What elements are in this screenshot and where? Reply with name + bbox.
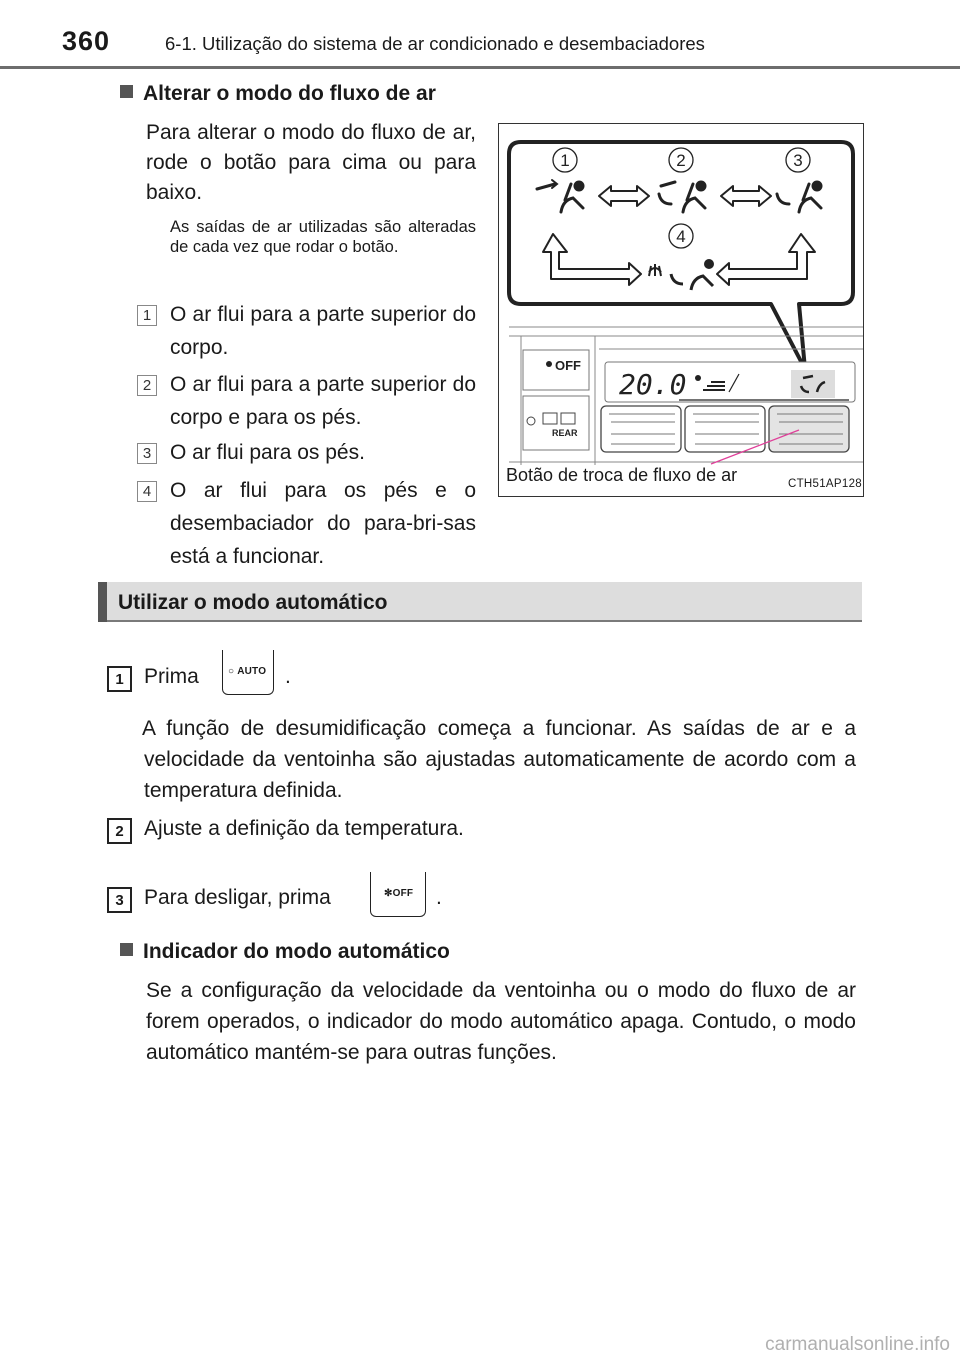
off-label: OFF (555, 358, 581, 373)
display-fan-icon (695, 375, 701, 381)
item-number-2: 2 (137, 375, 157, 396)
callout-number-2: 2 (676, 151, 686, 170)
watermark: carmanualsonline.info (765, 1334, 950, 1355)
control-dials (601, 406, 849, 452)
display-temperature: 20.0 (619, 368, 687, 401)
section-airflow-body: Para alterar o modo do fluxo de ar, rode o botão para cima ou para baixo. (146, 121, 476, 204)
fan-icon (546, 361, 552, 367)
item-number-1: 1 (137, 305, 157, 326)
diagram-ref-code: CTH51AP128 (788, 478, 862, 490)
rear-defrost-icon (561, 413, 575, 424)
item-number-3: 3 (137, 443, 157, 464)
step-number-3: 3 (107, 887, 132, 913)
callout-number-1: 1 (560, 151, 570, 170)
auto-button-text: AUTO (237, 666, 267, 677)
section-auto-title: Utilizar o modo automático (118, 591, 388, 614)
front-defrost-icon (543, 413, 557, 424)
section-auto-accent (98, 582, 107, 622)
climate-display (605, 362, 855, 402)
section-airflow-title (120, 82, 436, 106)
step-1-period: . (285, 665, 291, 688)
section-airflow-note: As saídas de ar utilizadas são alteradas de cada vez que rodar o botão. (170, 218, 476, 256)
off-button-label: ✻OFF (384, 888, 414, 899)
airflow-mode-dial (769, 406, 849, 452)
indicator-dot (527, 417, 535, 425)
step-1-text: Prima (144, 665, 199, 688)
diagram-caption: Botão de troca de fluxo de ar (506, 465, 740, 486)
left-control-panel (523, 350, 589, 450)
rear-label: REAR (552, 428, 578, 438)
item-text-4: O ar flui para os pés e o desembaciador do para-bri-sas está a funcionar. (170, 479, 476, 568)
callout-number-4: 4 (676, 227, 686, 246)
auto-indicator-body: Se a configuração da velocidade da ventoinha ou o modo do fluxo de ar forem operados, o indicador do modo automático apaga. Contudo, o modo automático mantém-se para outras funções. (146, 979, 856, 1064)
step-number-2: 2 (107, 818, 132, 844)
auto-indicator-title-text: Indicador do modo automático (143, 940, 450, 963)
item-text-1: O ar flui para a parte superior do corpo. (170, 303, 476, 359)
step-1-description: A função de desumidificação começa a funcionar. As saídas de ar e a velocidade da ventoinha são ajustadas automaticamente de acordo com a temperatura definida. (142, 717, 856, 802)
airflow-diagram-svg (499, 124, 863, 496)
step-3-text: Para desligar, prima (144, 886, 331, 909)
square-bullet-icon (120, 85, 133, 98)
step-number-1: 1 (107, 666, 132, 692)
auto-indicator-title (120, 940, 450, 964)
step-2-text: Ajuste a definição da temperatura. (144, 817, 464, 840)
page-number: 360 (62, 26, 111, 56)
off-button (370, 872, 426, 917)
auto-button-label: ○ AUTO (228, 666, 267, 677)
callout-number-3: 3 (793, 151, 803, 170)
auto-button (222, 650, 274, 695)
chapter-title: 6-1. Utilização do sistema de ar condicionado e desembaciadores (165, 33, 705, 54)
item-text-2: O ar flui para a parte superior do corpo e para os pés. (170, 373, 476, 429)
item-text-3: O ar flui para os pés. (170, 441, 365, 464)
display-mode-highlight (791, 370, 835, 398)
header-rule (0, 66, 960, 69)
off-button-text: OFF (392, 888, 414, 899)
step-3-period: . (436, 886, 442, 909)
temp-dial-left (601, 406, 681, 452)
callout-bubble (509, 142, 853, 369)
square-bullet-icon (120, 943, 133, 956)
item-number-4: 4 (137, 481, 157, 502)
temp-dial-center (685, 406, 765, 452)
airflow-diagram (498, 123, 864, 497)
section-airflow-title-text: Alterar o modo do fluxo de ar (143, 82, 436, 105)
